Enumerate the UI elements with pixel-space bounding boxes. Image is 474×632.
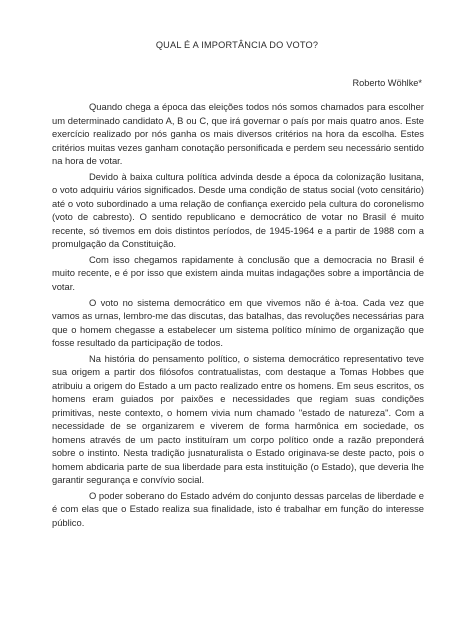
- document-author: Roberto Wöhlke*: [352, 78, 422, 88]
- document-body: [52, 100, 424, 532]
- paragraph: Devido à baixa cultura política advinda desde a época da colonização lusitana, o voto adquiriu vários significados. Desde uma condição de status social (voto censitário) até o voto subordinado a uma relação de confiança exercido pela cultura do coronelismo (voto de cabresto). O sentido republicano e democrático de votar no Brasil é muito recente, só tivemos em dois distintos períodos, de 1945-1964 e a partir de 1988 com a promulgação da Constituição.: [52, 170, 424, 250]
- paragraph: Quando chega a época das eleições todos nós somos chamados para escolher um determinado candidato A, B ou C, que irá governar o país por mais quatro anos. Este exercício realizado por nós ganha os mais diversos critérios na hora da escolha. Estes critérios muitas vezes ganham conotação personificada e perdem seu necessário sentido na hora de votar.: [52, 101, 424, 166]
- paragraph: O voto no sistema democrático em que vivemos não é à-toa. Cada vez que vamos as urnas, lembro-me das discutas, das batalhas, das revoluções necessárias para que o homem chegasse a estabelecer um sistema político mínimo de organização que fosse resultado da participação de todos.: [52, 296, 424, 349]
- document-title: QUAL É A IMPORTÂNCIA DO VOTO?: [155, 40, 319, 50]
- paragraph: O poder soberano do Estado advém do conjunto dessas parcelas de liberdade e é com elas que o Estado realiza sua finalidade, isto é trabalhar em função do interesse público.: [52, 489, 424, 528]
- paragraph: Com isso chegamos rapidamente à conclusão que a democracia no Brasil é muito recente, e é por isso que existem ainda muitas indagações sobre a importância de votar.: [52, 253, 424, 292]
- paragraph: Na história do pensamento político, o sistema democrático representativo teve sua origem a partir dos filósofos contratualistas, com destaque a Tomas Hobbes que atribuiu a origem do Estado a um pacto realizado entre os homens. Em seus escritos, os homens eram guiados por paixões e necessidades que regiam suas condições primitivas, neste contexto, o homem vivia num chamado "estado de natureza". Com a necessidade de se organizarem e viverem de forma harmônica em sociedade, os homens através de um pacto instituíram um corpo político onde a razão preponderá sobre o instinto. Nesta tradição jusnaturalista o Estado originava-se deste pacto, pois o homem abdicaria parte de sua liberdade para esta instituição (o Estado), que deveria lhe garantir segurança e convívio social.: [52, 352, 424, 486]
